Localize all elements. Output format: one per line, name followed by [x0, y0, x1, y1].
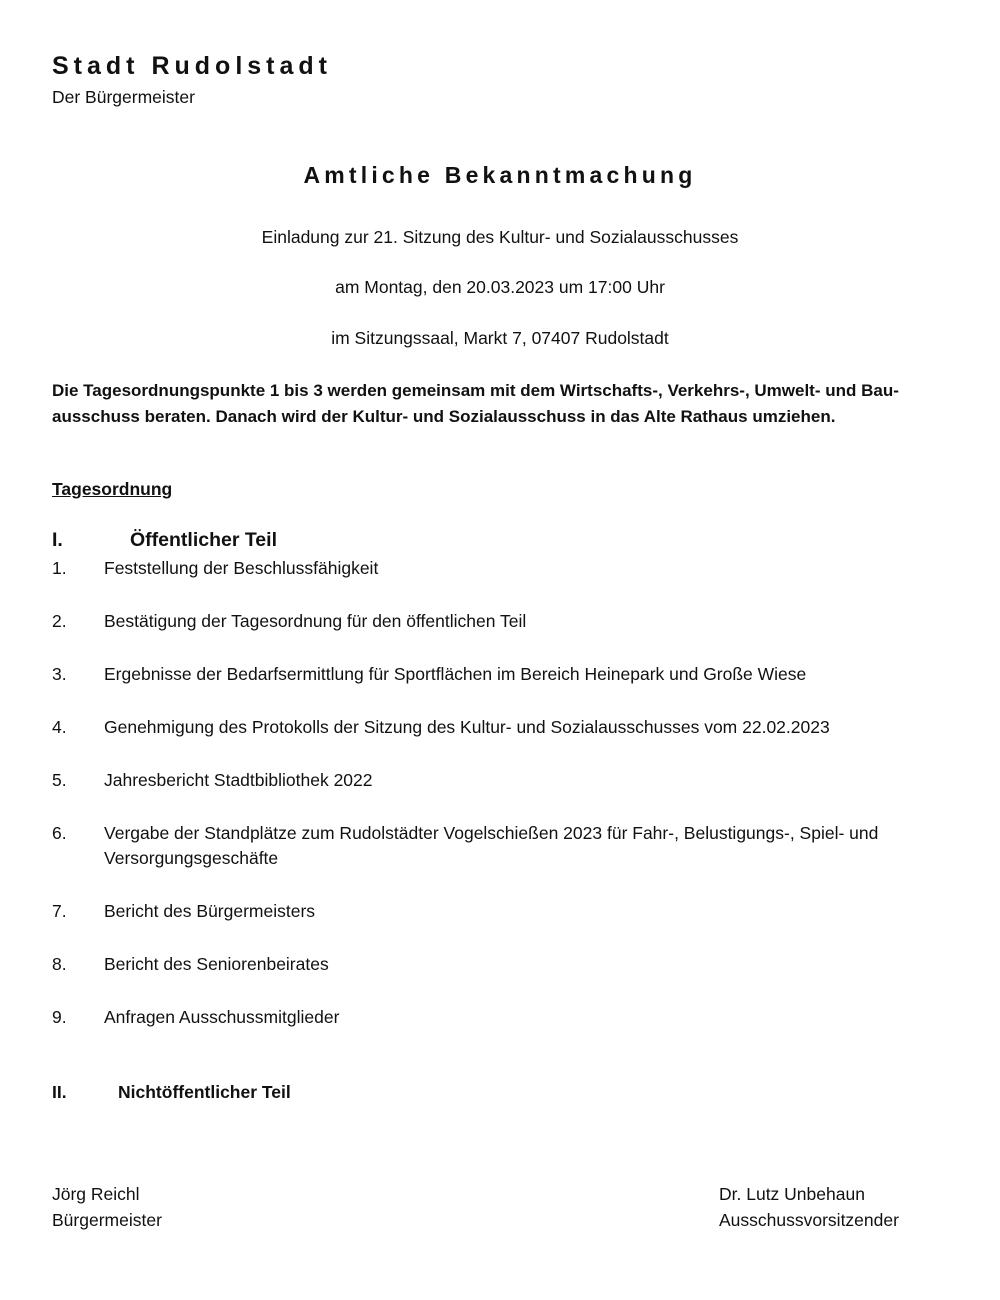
section-number: II. [52, 1082, 67, 1102]
signature-name: Jörg Reichl [52, 1184, 140, 1204]
item-number: 6. [52, 823, 67, 843]
section-title: Nichtöffentlicher Teil [118, 1082, 291, 1102]
item-number: 7. [52, 901, 67, 921]
item-text: Bericht des Seniorenbeirates [104, 954, 329, 974]
signature-chair [719, 1181, 899, 1233]
agenda-heading: Tagesordnung [52, 479, 173, 499]
section-number: I. [52, 529, 63, 551]
item-text: Bericht des Bürgermeisters [104, 901, 316, 921]
item-number: 9. [52, 1007, 67, 1027]
item-text: Bestätigung der Tagesordnung für den öffentlichen Teil [104, 611, 527, 631]
document-title: Amtliche Bekanntmachung [303, 162, 697, 188]
item-number: 5. [52, 770, 67, 790]
item-number: 2. [52, 611, 67, 631]
item-number: 1. [52, 558, 67, 578]
meeting-location: im Sitzungssaal, Markt 7, 07407 Rudolstadt [331, 328, 669, 348]
signature-role: Bürgermeister [52, 1210, 162, 1230]
item-number: 4. [52, 717, 67, 737]
item-text: Genehmigung des Protokolls der Sitzung des Kultur- und Sozialausschusses vom 22.02.2023 [104, 717, 830, 737]
section-title: Öffentlicher Teil [130, 529, 277, 551]
item-number: 3. [52, 664, 67, 684]
item-text: Feststellung der Beschlussfähigkeit [104, 558, 379, 578]
mayor-subtitle: Der Bürgermeister [52, 87, 195, 107]
signature-role: Ausschussvorsitzender [719, 1210, 899, 1230]
item-text: Anfragen Ausschussmitglieder [104, 1007, 340, 1027]
notice-paragraph: Die Tagesordnungspunkte 1 bis 3 werden gemeinsam mit dem Wirtschafts-, Verkehrs-, Umwelt- und Bau-ausschuss beraten. Danach wird der Kultur- und Sozialausschuss in das Alte Rathaus umziehen. [52, 381, 899, 426]
meeting-date: am Montag, den 20.03.2023 um 17:00 Uhr [335, 277, 665, 297]
signature-name: Dr. Lutz Unbehaun [719, 1184, 865, 1204]
item-number: 8. [52, 954, 67, 974]
item-text: Vergabe der Standplätze zum Rudolstädter Vogelschießen 2023 für Fahr-, Belustigungs-, Spiel- und Versorgungsgeschäfte [104, 823, 879, 868]
invitation-line: Einladung zur 21. Sitzung des Kultur- und Sozialausschusses [261, 227, 739, 247]
item-text: Ergebnisse der Bedarfsermittlung für Sportflächen im Bereich Heinepark und Große Wiese [104, 664, 807, 684]
signature-mayor [52, 1181, 162, 1233]
city-name: Stadt Rudolstadt [52, 52, 332, 80]
item-text: Jahresbericht Stadtbibliothek 2022 [104, 770, 373, 790]
